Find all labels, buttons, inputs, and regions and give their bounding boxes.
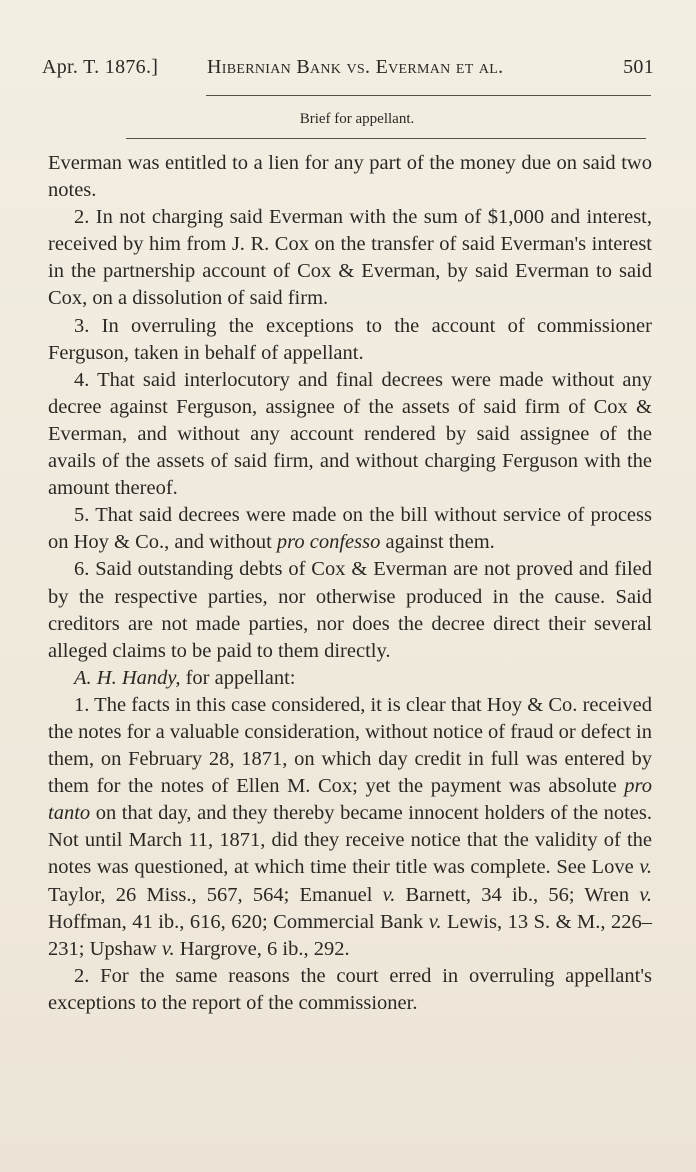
argument-point-2: 2. For the same reasons the court erred in overruling appellant's exceptions to the report of the commissioner. [48,964,652,1014]
text-run: on that day, and they thereby became innocent holders of the notes. Not until March 11, 1871, did they receive notice that the validity of the notes was questioned, at which time their title was complete. See Love [48,802,653,879]
text-run: Hoffman, 41 ib., 616, 620; Commercial Bank [48,910,424,933]
text-run: 1. The facts in this case considered, it is clear that Hoy & Co. received the notes for a valuable consideration, without notice of fraud or defect in them, on February 28, 1871, on which day credit in full was entered by them for the notes of Ellen M. Cox; yet the payment was absolute [48,693,652,798]
paragraph-point-2: 2. In not charging said Everman with the sum of $1,000 and interest, received by him from J. R. Cox on the transfer of said Everman's interest in the partnership account of Cox & Everman, by said Everman to said Cox, on a dissolution of said firm. [48,206,652,310]
counsel-role: for appellant: [185,666,296,689]
text-run: Hargrove, 6 ib., 292. [179,937,350,960]
term-label: Apr. T. 1876.] [42,56,159,78]
case-title: Hibernian Bank vs. Everman et al. [207,56,504,78]
versus-abbrev: v. [639,883,653,906]
versus-abbrev: v. [161,937,175,960]
text-run: Lewis, 13 S. & M., 226–231; Upshaw [48,910,653,960]
versus-abbrev: v. [382,883,396,906]
paragraph-point-5 [48,502,652,556]
versus-abbrev: v. [639,856,653,879]
text-run: Barnett, 34 ib., 56; Wren [405,883,630,906]
argument-point-1 [48,692,652,963]
latin-phrase: pro confesso [276,531,381,554]
versus-abbrev: v. [428,910,442,933]
counsel-name: A. H. Handy, [74,666,181,689]
counsel-attribution [48,665,652,692]
text-run: Taylor, 26 Miss., 567, 564; Emanuel [48,883,373,906]
brief-label: Brief for appellant. [299,111,415,127]
latin-phrase: pro tanto [48,775,652,825]
paragraph-continuation: Everman was entitled to a lien for any part of the money due on said two notes. [48,152,652,202]
header-rule-top [206,95,651,96]
paragraph-point-4: 4. That said interlocutory and final decrees were made without any decree against Ferguson, assignee of the assets of said firm of Cox & Everman, and without any account rendered by said assignee of the avails of the assets of said firm, and without charging Ferguson with the amount thereof. [48,368,652,500]
paragraph-point-3: 3. In overruling the exceptions to the account of commissioner Ferguson, taken in behalf of appellant. [48,314,652,364]
header-rule-bottom [126,138,646,139]
body-text [48,150,652,1017]
running-head [42,56,654,86]
paragraph-point-6: 6. Said outstanding debts of Cox & Everman are not proved and filed by the respective parties, nor otherwise produced in the cause. Said creditors are not made parties, nor does the decree direct their several alleged claims to be paid to them directly. [48,558,652,662]
text-run: 5. That said decrees were made on the bill without service of process on Hoy & Co., and without [48,504,652,554]
text-run: against them. [385,531,495,554]
page-number: 501 [623,56,654,78]
